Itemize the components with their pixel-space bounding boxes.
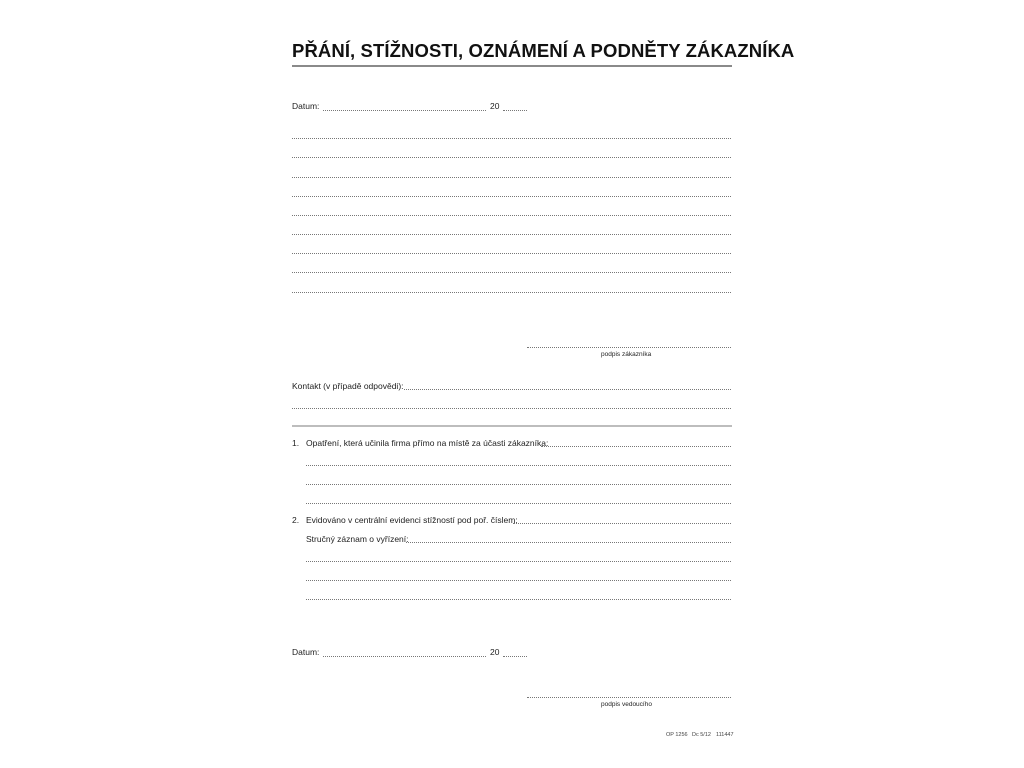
form-edition: Dc 5/12	[692, 732, 711, 738]
request-line[interactable]	[292, 253, 731, 254]
item-2-number: 2.	[292, 515, 300, 525]
item-1-number: 1.	[292, 438, 300, 448]
item-1-field[interactable]	[541, 446, 731, 447]
item-1-line[interactable]	[306, 465, 731, 466]
item-1-line[interactable]	[306, 503, 731, 504]
year-field[interactable]	[503, 110, 527, 111]
year-field-2[interactable]	[503, 656, 527, 657]
customer-signature-field[interactable]	[527, 347, 731, 348]
contact-field[interactable]	[404, 389, 731, 390]
request-line[interactable]	[292, 215, 731, 216]
request-line[interactable]	[292, 272, 731, 273]
summary-field[interactable]	[406, 542, 731, 543]
request-line[interactable]	[292, 177, 731, 178]
request-line[interactable]	[292, 138, 731, 139]
date-label: Datum:	[292, 101, 320, 111]
date-label-2: Datum:	[292, 647, 320, 657]
section-divider	[292, 425, 732, 427]
item-1-line[interactable]	[306, 484, 731, 485]
form-number: 111447	[716, 732, 734, 738]
form-code: OP 1256	[666, 732, 688, 738]
summary-line[interactable]	[306, 561, 731, 562]
summary-line[interactable]	[306, 580, 731, 581]
item-2-field[interactable]	[513, 523, 731, 524]
form-title: PŘÁNÍ, STÍŽNOSTI, OZNÁMENÍ A PODNĚTY ZÁKAZNÍKA	[292, 40, 795, 61]
request-line[interactable]	[292, 234, 731, 235]
manager-signature-caption: podpis vedoucího	[601, 701, 652, 708]
request-line[interactable]	[292, 157, 731, 158]
title-underline	[292, 65, 732, 67]
year-prefix: 20	[490, 101, 500, 111]
contact-label: Kontakt (v případě odpovědi):	[292, 381, 404, 391]
contact-line[interactable]	[292, 408, 731, 409]
summary-line[interactable]	[306, 599, 731, 600]
request-line[interactable]	[292, 196, 731, 197]
customer-signature-caption: podpis zákazníka	[601, 351, 652, 358]
summary-label: Stručný záznam o vyřízení:	[306, 534, 409, 544]
date-field-2[interactable]	[323, 656, 486, 657]
date-field[interactable]	[323, 110, 486, 111]
request-line[interactable]	[292, 292, 731, 293]
item-1-label: Opatření, která učinila firma přímo na místě za účasti zákazníka:	[306, 438, 549, 448]
manager-signature-field[interactable]	[527, 697, 731, 698]
year-prefix-2: 20	[490, 647, 500, 657]
item-2-label: Evidováno v centrální evidenci stížností pod poř. číslem:	[306, 515, 518, 525]
